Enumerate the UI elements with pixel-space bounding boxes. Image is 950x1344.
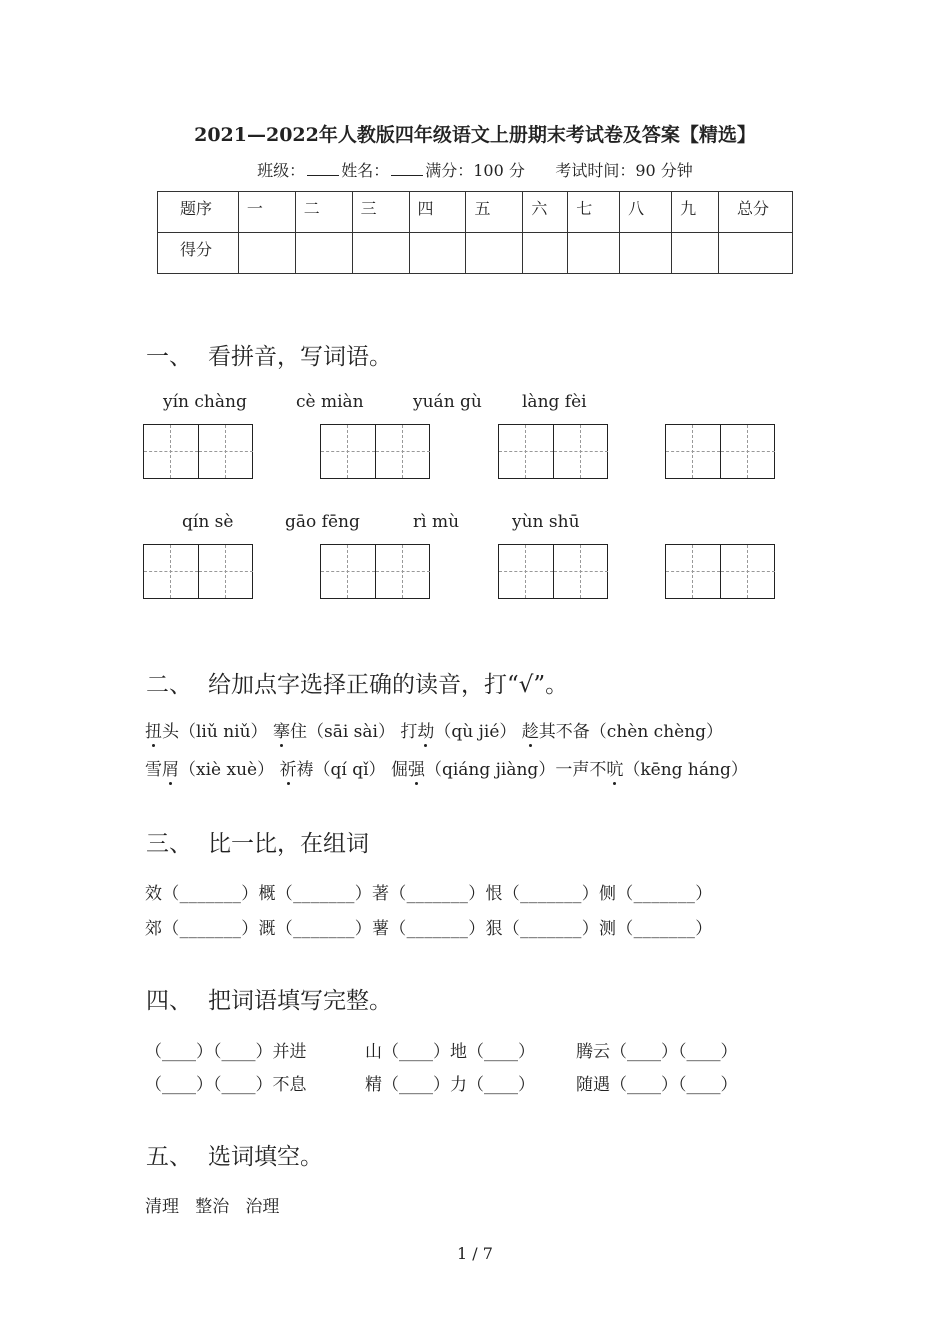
pinyin: qín sè	[182, 512, 234, 532]
option-text[interactable]: 其不备（chèn chèng）	[538, 722, 724, 742]
section-5-heading	[146, 1138, 323, 1171]
writing-grid[interactable]	[143, 544, 253, 599]
dotted-char: 趁	[521, 722, 539, 742]
pinyin: làng fèi	[522, 392, 587, 412]
pinyin: yín chàng	[163, 392, 247, 412]
table-cell: 一	[238, 192, 295, 233]
pinyin: rì mù	[413, 512, 460, 532]
score-input-cell[interactable]	[620, 233, 672, 274]
dotted-char: 祈	[279, 760, 297, 780]
writing-grid[interactable]	[665, 544, 775, 599]
word-group-line-1[interactable]: 效（_______）概（_______）著（_______）恨（_______）侧（_______）	[145, 884, 713, 904]
section-number: 四、	[146, 988, 192, 1014]
table-cell: 四	[409, 192, 466, 233]
score-input-cell[interactable]	[352, 233, 409, 274]
score-input-cell[interactable]	[523, 233, 568, 274]
dotted-char: 吭	[606, 760, 624, 780]
option-text[interactable]: （kēng háng）	[623, 760, 748, 780]
option-text[interactable]: （qiáng jiàng）	[424, 760, 556, 780]
score-table	[157, 191, 793, 274]
writing-grid[interactable]	[498, 424, 608, 479]
score-input-cell[interactable]	[568, 233, 620, 274]
section-title: 把词语填写完整。	[208, 988, 392, 1014]
section-3-heading	[146, 825, 369, 858]
table-cell: 九	[672, 192, 719, 233]
section-2-heading	[146, 666, 568, 699]
table-cell: 总分	[719, 192, 793, 233]
idiom-item[interactable]: 山（____）地（____）	[365, 1042, 535, 1062]
class-blank	[307, 161, 339, 176]
score-table-header-row	[158, 192, 793, 233]
dotted-char: 劫	[417, 722, 435, 742]
name-blank	[391, 161, 423, 176]
pronunciation-line-2	[145, 755, 748, 780]
pronunciation-line-1	[145, 717, 723, 742]
option-text[interactable]: 祷（qí qǐ）	[296, 760, 386, 780]
section-4-heading	[146, 982, 392, 1015]
writing-grid[interactable]	[143, 424, 253, 479]
score-input-cell[interactable]	[719, 233, 793, 274]
exam-info	[0, 158, 950, 181]
table-cell: 得分	[158, 233, 239, 274]
score-input-cell[interactable]	[672, 233, 719, 274]
writing-grid[interactable]	[665, 424, 775, 479]
writing-grid[interactable]	[320, 544, 430, 599]
pinyin: gāo fēng	[285, 512, 360, 532]
section-title: 选词填空。	[208, 1144, 323, 1170]
writing-grid[interactable]	[320, 424, 430, 479]
table-cell: 五	[466, 192, 523, 233]
idiom-item[interactable]: （____）（____）不息	[145, 1075, 307, 1095]
section-title: 给加点字选择正确的读音，打“√”。	[208, 672, 569, 698]
plain-char: 雪	[145, 760, 162, 780]
pinyin: cè miàn	[296, 392, 364, 412]
idiom-item[interactable]: 精（____）力（____）	[365, 1075, 535, 1095]
option-text[interactable]: （qù jié）	[434, 722, 517, 742]
option-text[interactable]: 头（liǔ niǔ）	[162, 722, 268, 742]
writing-grid[interactable]	[498, 544, 608, 599]
plain-char: 一声不	[555, 760, 607, 780]
plain-char: 打	[400, 722, 418, 742]
table-cell: 六	[523, 192, 568, 233]
plain-char: 倔	[390, 760, 408, 780]
score-table-score-row	[158, 233, 793, 274]
word-choices: 清理 整治 治理	[145, 1197, 280, 1217]
section-title: 看拼音，写词语。	[208, 344, 392, 370]
word-group-line-2[interactable]: 郊（_______）溉（_______）薯（_______）狠（_______）测（_______）	[145, 919, 713, 939]
table-cell: 题序	[158, 192, 239, 233]
full-score: 满分：100 分	[425, 161, 525, 180]
page-title: 2021—2022年人教版四年级语文上册期末考试卷及答案【精选】	[194, 124, 756, 146]
score-input-cell[interactable]	[238, 233, 295, 274]
idiom-item[interactable]: 腾云（____）（____）	[576, 1042, 738, 1062]
page-number: 1 / 7	[457, 1244, 493, 1263]
score-input-cell[interactable]	[295, 233, 352, 274]
table-cell: 二	[295, 192, 352, 233]
table-cell: 八	[620, 192, 672, 233]
dotted-char: 扭	[145, 722, 162, 742]
option-text[interactable]: 住（sāi sài）	[289, 722, 395, 742]
section-1-heading	[146, 338, 392, 371]
table-cell: 七	[568, 192, 620, 233]
section-number: 五、	[146, 1144, 192, 1170]
pinyin: yùn shū	[512, 512, 580, 532]
dotted-char: 屑	[162, 760, 179, 780]
name-label: 姓名：	[341, 161, 390, 180]
exam-time: 考试时间：90 分钟	[555, 161, 693, 180]
idiom-item[interactable]: （____）（____）并进	[145, 1042, 307, 1062]
idiom-item[interactable]: 随遇（____）（____）	[576, 1075, 738, 1095]
section-number: 一、	[146, 344, 192, 370]
class-label: 班级：	[257, 161, 306, 180]
section-number: 二、	[146, 672, 192, 698]
score-input-cell[interactable]	[409, 233, 466, 274]
dotted-char: 搴	[272, 722, 290, 742]
score-input-cell[interactable]	[466, 233, 523, 274]
option-text[interactable]: （xiè xuè）	[179, 760, 275, 780]
section-title: 比一比，在组词	[208, 831, 369, 857]
section-number: 三、	[146, 831, 192, 857]
dotted-char: 强	[407, 760, 425, 780]
table-cell: 三	[352, 192, 409, 233]
pinyin: yuán gù	[413, 392, 482, 412]
